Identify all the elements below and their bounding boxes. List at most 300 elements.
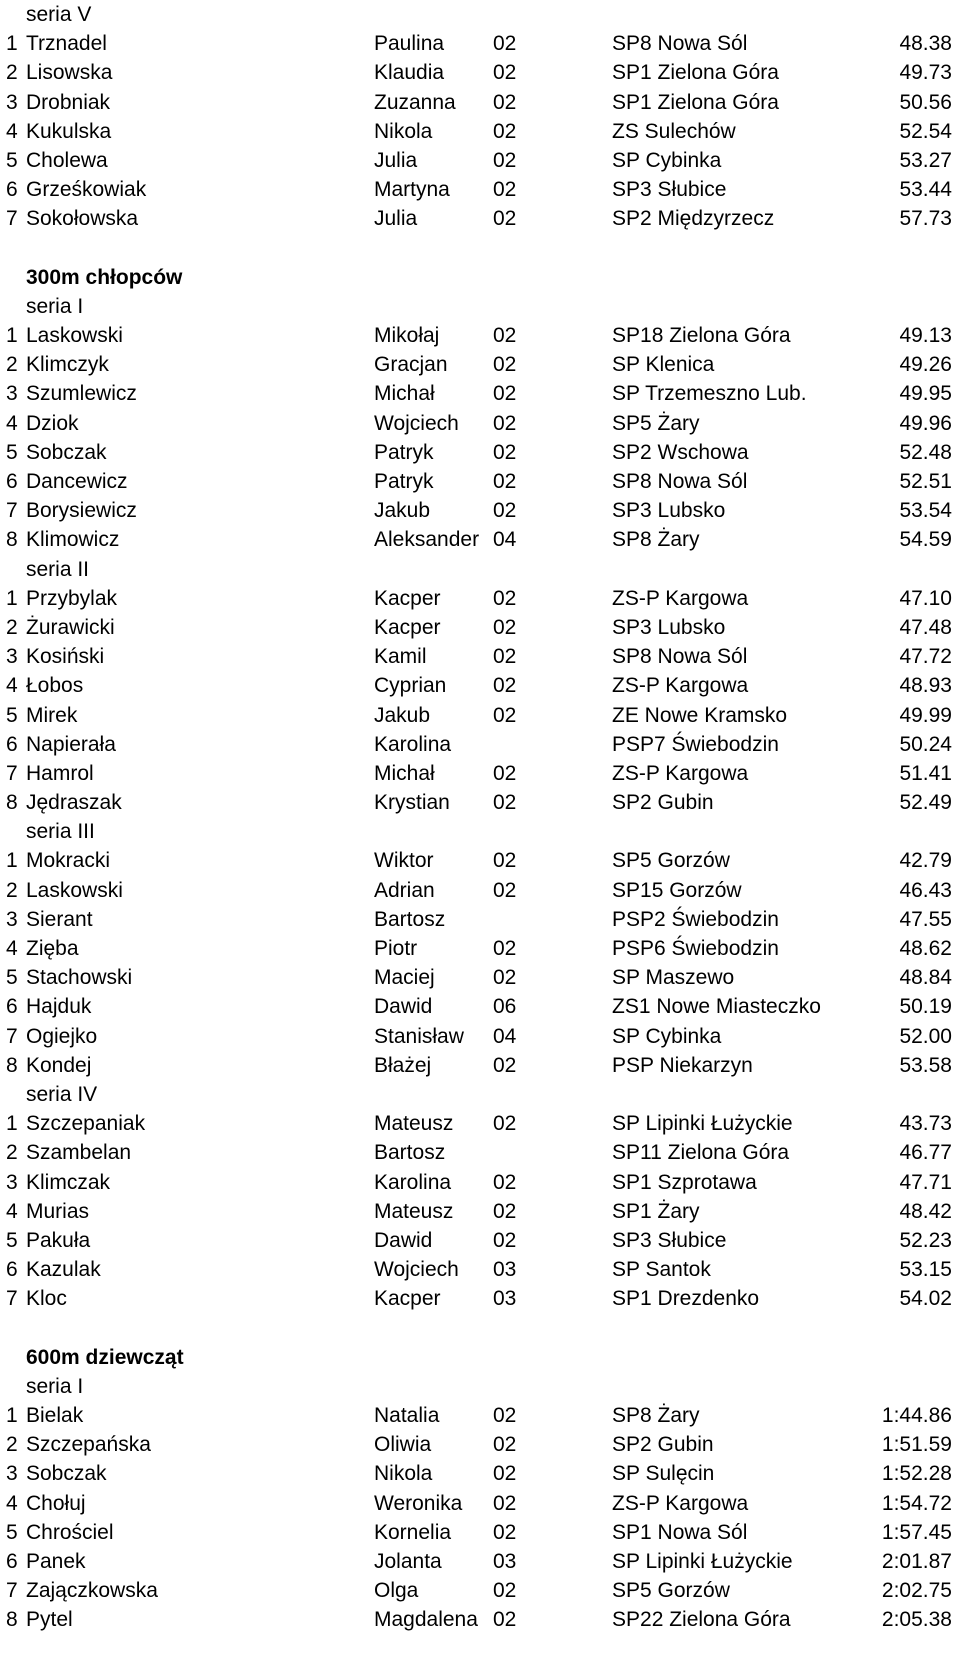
last-name: Sobczak (26, 440, 107, 464)
result-row (0, 905, 960, 934)
last-name: Napierała (26, 732, 116, 756)
section-heading: 300m chłopców (26, 265, 183, 289)
birth-year: 02 (493, 148, 517, 172)
first-name: Julia (374, 207, 418, 231)
school-club: PSP2 Świebodzin (612, 907, 779, 931)
birth-year: 02 (493, 761, 517, 785)
result-time: 47.72 (899, 645, 952, 669)
birth-year: 02 (493, 1491, 517, 1515)
result-time: 52.54 (899, 119, 952, 143)
result-time: 54.02 (899, 1287, 952, 1311)
place-number: 5 (6, 966, 18, 990)
result-time: 1:51.59 (881, 1433, 952, 1457)
first-name: Martyna (374, 178, 450, 202)
result-time: 47.71 (899, 1170, 952, 1194)
birth-year: 02 (493, 1608, 517, 1632)
place-number: 2 (6, 1433, 18, 1457)
first-name: Julia (374, 148, 418, 172)
heat-label: seria III (26, 820, 95, 844)
school-club: SP8 Nowa Sól (612, 32, 748, 56)
place-number: 1 (6, 1404, 18, 1427)
first-name: Piotr (374, 937, 418, 960)
birth-year: 02 (493, 119, 517, 143)
first-name: Jakub (374, 703, 431, 727)
result-time: 2:02.75 (881, 1579, 952, 1603)
result-time: 49.96 (899, 411, 952, 435)
last-name: Cholewa (26, 148, 108, 172)
birth-year: 02 (493, 1579, 517, 1603)
first-name: Nikola (374, 1462, 433, 1486)
birth-year: 02 (493, 937, 517, 960)
first-name: Klaudia (374, 61, 445, 85)
last-name: Dziok (26, 411, 79, 435)
birth-year: 02 (493, 966, 517, 990)
result-time: 57.73 (899, 207, 952, 231)
birth-year: 02 (493, 615, 517, 639)
birth-year: 02 (493, 703, 517, 727)
last-name: Sokołowska (26, 207, 139, 231)
first-name: Kacper (374, 1287, 441, 1311)
result-time: 48.93 (899, 674, 952, 698)
school-club: ZS Sulechów (612, 119, 736, 143)
place-number: 7 (6, 1287, 18, 1311)
result-row (0, 1109, 960, 1138)
first-name: Kornelia (374, 1520, 452, 1544)
birth-year: 02 (493, 411, 517, 435)
result-row (0, 1138, 960, 1167)
birth-year: 02 (493, 324, 517, 348)
result-time: 53.44 (899, 178, 952, 202)
place-number: 4 (6, 1491, 18, 1515)
last-name: Łobos (26, 674, 84, 698)
section-spacer (0, 1313, 960, 1342)
last-name: Kloc (26, 1287, 67, 1311)
result-row (0, 117, 960, 146)
place-number: 6 (6, 1549, 18, 1573)
birth-year: 02 (493, 645, 517, 669)
school-club: SP Sulęcin (612, 1462, 715, 1486)
school-club: PSP6 Świebodzin (612, 937, 779, 960)
last-name: Laskowski (26, 324, 123, 348)
school-club: SP1 Zielona Góra (612, 90, 779, 114)
last-name: Sierant (26, 907, 93, 931)
birth-year: 02 (493, 849, 517, 873)
first-name: Mateusz (374, 1199, 454, 1223)
birth-year: 02 (493, 1053, 517, 1077)
result-row (0, 1168, 960, 1197)
school-club: ZS1 Nowe Miasteczko (612, 995, 821, 1019)
result-row (0, 146, 960, 175)
place-number: 7 (6, 499, 18, 523)
result-row (0, 613, 960, 642)
last-name: Klimowicz (26, 528, 120, 552)
first-name: Nikola (374, 119, 433, 143)
first-name: Adrian (374, 878, 435, 902)
result-row (0, 1022, 960, 1051)
last-name: Hamrol (26, 761, 94, 785)
result-time: 50.56 (899, 90, 952, 114)
birth-year: 02 (493, 353, 517, 377)
result-row (0, 846, 960, 875)
birth-year: 02 (493, 178, 517, 202)
place-number: 3 (6, 1462, 18, 1486)
last-name: Trznadel (26, 32, 107, 56)
last-name: Chołuj (26, 1491, 86, 1515)
first-name: Mikołaj (374, 324, 440, 348)
first-name: Oliwia (374, 1433, 432, 1457)
place-number: 5 (6, 1520, 18, 1544)
birth-year: 03 (493, 1287, 517, 1311)
first-name: Mateusz (374, 1112, 454, 1136)
first-name: Michał (374, 761, 435, 785)
first-name: Maciej (374, 966, 435, 990)
result-row (0, 29, 960, 58)
result-time: 53.27 (899, 148, 952, 172)
result-time: 48.84 (899, 966, 952, 990)
school-club: SP2 Wschowa (612, 440, 749, 464)
result-row (0, 321, 960, 350)
first-name: Kacper (374, 586, 441, 610)
school-club: SP8 Nowa Sól (612, 645, 748, 669)
last-name: Grześkowiak (26, 178, 147, 202)
school-club: ZS-P Kargowa (612, 761, 749, 785)
birth-year: 02 (493, 586, 517, 610)
first-name: Paulina (374, 32, 445, 56)
birth-year: 06 (493, 995, 517, 1019)
first-name: Zuzanna (374, 90, 456, 114)
birth-year: 02 (493, 440, 517, 464)
last-name: Pakuła (26, 1228, 91, 1252)
result-time: 2:05.38 (881, 1608, 952, 1632)
place-number: 5 (6, 1228, 18, 1252)
first-name: Bartosz (374, 907, 446, 931)
first-name: Weronika (374, 1491, 463, 1515)
result-row (0, 175, 960, 204)
result-time: 52.48 (899, 440, 952, 464)
place-number: 7 (6, 1579, 18, 1603)
birth-year: 04 (493, 1024, 517, 1048)
birth-year: 03 (493, 1258, 517, 1282)
last-name: Ogiejko (26, 1024, 98, 1048)
result-time: 50.19 (899, 995, 952, 1019)
school-club: SP8 Żary (612, 1404, 700, 1427)
result-row (0, 467, 960, 496)
place-number: 6 (6, 178, 18, 202)
place-number: 2 (6, 878, 18, 902)
school-club: SP3 Lubsko (612, 499, 726, 523)
result-time: 43.73 (899, 1112, 952, 1136)
place-number: 8 (6, 1053, 18, 1077)
school-club: SP2 Międzyrzecz (612, 207, 775, 231)
section-heading: 600m dziewcząt (26, 1345, 184, 1369)
school-club: SP8 Żary (612, 528, 700, 552)
result-time: 46.77 (899, 1141, 952, 1165)
result-time: 1:44.86 (881, 1404, 952, 1427)
result-time: 54.59 (899, 528, 952, 552)
last-name: Szczepańska (26, 1433, 151, 1457)
birth-year: 02 (493, 878, 517, 902)
result-time: 42.79 (899, 849, 952, 873)
result-row (0, 1197, 960, 1226)
birth-year: 02 (493, 61, 517, 85)
last-name: Lisowska (26, 61, 113, 85)
result-row (0, 496, 960, 525)
place-number: 6 (6, 995, 18, 1019)
first-name: Stanisław (374, 1024, 464, 1048)
result-time: 1:52.28 (881, 1462, 952, 1486)
result-time: 49.95 (899, 382, 952, 406)
result-time: 49.13 (899, 324, 952, 348)
first-name: Wojciech (374, 1258, 459, 1282)
first-name: Dawid (374, 995, 433, 1019)
result-row (0, 1051, 960, 1080)
result-time: 52.23 (899, 1228, 952, 1252)
result-time: 48.38 (899, 32, 952, 56)
heat-label: seria I (26, 294, 84, 318)
last-name: Drobniak (26, 90, 111, 114)
school-club: SP2 Gubin (612, 791, 714, 815)
result-row (0, 379, 960, 408)
place-number: 5 (6, 148, 18, 172)
school-club: SP1 Drezdenko (612, 1287, 760, 1311)
last-name: Sobczak (26, 1462, 107, 1486)
last-name: Klimczyk (26, 353, 109, 377)
result-time: 48.62 (899, 937, 952, 960)
result-row (0, 1430, 960, 1459)
place-number: 3 (6, 1170, 18, 1194)
birth-year: 02 (493, 382, 517, 406)
last-name: Szumlewicz (26, 382, 137, 406)
birth-year: 02 (493, 207, 517, 231)
last-name: Bielak (26, 1404, 84, 1427)
place-number: 5 (6, 440, 18, 464)
last-name: Przybylak (26, 586, 118, 610)
last-name: Dancewicz (26, 470, 128, 493)
result-row (0, 1605, 960, 1634)
place-number: 6 (6, 470, 18, 493)
section-spacer (0, 234, 960, 263)
result-time: 1:57.45 (881, 1520, 952, 1544)
result-row (0, 642, 960, 671)
result-time: 2:01.87 (881, 1549, 952, 1573)
place-number: 2 (6, 353, 18, 377)
birth-year: 02 (493, 1170, 517, 1194)
school-club: ZS-P Kargowa (612, 586, 749, 610)
result-row (0, 788, 960, 817)
result-time: 1:54.72 (881, 1491, 952, 1515)
result-time: 52.51 (899, 470, 952, 493)
school-club: SP1 Nowa Sól (612, 1520, 748, 1544)
last-name: Laskowski (26, 878, 123, 902)
result-time: 46.43 (899, 878, 952, 902)
result-time: 47.55 (899, 907, 952, 931)
result-row (0, 1576, 960, 1605)
last-name: Hajduk (26, 995, 92, 1019)
result-row (0, 350, 960, 379)
place-number: 6 (6, 732, 18, 756)
first-name: Gracjan (374, 353, 448, 377)
school-club: SP8 Nowa Sól (612, 470, 748, 493)
last-name: Żurawicki (26, 615, 115, 639)
place-number: 4 (6, 1199, 18, 1223)
first-name: Michał (374, 382, 435, 406)
result-row (0, 759, 960, 788)
place-number: 2 (6, 615, 18, 639)
birth-year: 02 (493, 1404, 517, 1427)
school-club: SP Lipinki Łużyckie (612, 1549, 793, 1573)
school-club: PSP Niekarzyn (612, 1053, 753, 1077)
place-number: 8 (6, 791, 18, 815)
school-club: SP2 Gubin (612, 1433, 714, 1457)
result-time: 53.54 (899, 499, 952, 523)
place-number: 3 (6, 645, 18, 669)
result-time: 51.41 (899, 761, 952, 785)
birth-year: 02 (493, 791, 517, 815)
last-name: Chrościel (26, 1520, 114, 1544)
result-row (0, 992, 960, 1021)
last-name: Zięba (26, 937, 79, 960)
last-name: Kukulska (26, 119, 112, 143)
place-number: 1 (6, 324, 18, 348)
result-row (0, 525, 960, 554)
school-club: SP Lipinki Łużyckie (612, 1112, 793, 1136)
first-name: Patryk (374, 440, 434, 464)
first-name: Krystian (374, 791, 450, 815)
place-number: 2 (6, 61, 18, 85)
first-name: Jolanta (374, 1549, 442, 1573)
last-name: Mokracki (26, 849, 111, 873)
birth-year: 02 (493, 1112, 517, 1136)
school-club: SP22 Zielona Góra (612, 1608, 791, 1632)
last-name: Borysiewicz (26, 499, 137, 523)
place-number: 3 (6, 90, 18, 114)
school-club: SP1 Żary (612, 1199, 700, 1223)
last-name: Pytel (26, 1608, 73, 1632)
result-time: 47.10 (899, 586, 952, 610)
school-club: SP Cybinka (612, 148, 722, 172)
birth-year: 02 (493, 1228, 517, 1252)
first-name: Patryk (374, 470, 434, 493)
result-row (0, 876, 960, 905)
heat-label: seria IV (26, 1082, 98, 1106)
school-club: SP5 Żary (612, 411, 700, 435)
heat-label: seria I (26, 1374, 84, 1398)
place-number: 3 (6, 907, 18, 931)
place-number: 1 (6, 586, 18, 610)
school-club: SP3 Lubsko (612, 615, 726, 639)
school-club: ZE Nowe Kramsko (612, 703, 788, 727)
last-name: Kosiński (26, 645, 105, 669)
first-name: Dawid (374, 1228, 433, 1252)
school-club: PSP7 Świebodzin (612, 732, 779, 756)
first-name: Jakub (374, 499, 431, 523)
first-name: Magdalena (374, 1608, 478, 1632)
result-time: 53.58 (899, 1053, 952, 1077)
school-club: SP5 Gorzów (612, 1579, 730, 1603)
result-row (0, 1489, 960, 1518)
result-row (0, 88, 960, 117)
result-row (0, 1255, 960, 1284)
last-name: Murias (26, 1199, 90, 1223)
first-name: Olga (374, 1579, 419, 1603)
place-number: 1 (6, 32, 18, 56)
birth-year: 02 (493, 499, 517, 523)
first-name: Kamil (374, 645, 427, 669)
school-club: SP3 Słubice (612, 1228, 727, 1252)
result-row (0, 584, 960, 613)
place-number: 1 (6, 849, 18, 873)
school-club: SP Maszewo (612, 966, 735, 990)
result-row (0, 58, 960, 87)
first-name: Błażej (374, 1053, 432, 1077)
last-name: Szczepaniak (26, 1112, 146, 1136)
result-time: 49.73 (899, 61, 952, 85)
birth-year: 02 (493, 470, 517, 493)
first-name: Cyprian (374, 674, 447, 698)
last-name: Mirek (26, 703, 78, 727)
first-name: Wiktor (374, 849, 434, 873)
heat-label: seria II (26, 557, 90, 581)
first-name: Aleksander (374, 528, 480, 552)
place-number: 2 (6, 1141, 18, 1165)
first-name: Natalia (374, 1404, 440, 1427)
place-number: 6 (6, 1258, 18, 1282)
last-name: Zajączkowska (26, 1579, 158, 1603)
school-club: SP Santok (612, 1258, 711, 1282)
school-club: SP18 Zielona Góra (612, 324, 791, 348)
school-club: SP15 Gorzów (612, 878, 742, 902)
birth-year: 04 (493, 528, 517, 552)
result-row (0, 934, 960, 963)
result-time: 53.15 (899, 1258, 952, 1282)
last-name: Jędraszak (26, 791, 122, 815)
result-row (0, 204, 960, 233)
place-number: 3 (6, 382, 18, 406)
last-name: Klimczak (26, 1170, 111, 1194)
place-number: 7 (6, 1024, 18, 1048)
school-club: SP Trzemeszno Lub. (612, 382, 807, 406)
result-time: 52.49 (899, 791, 952, 815)
last-name: Szambelan (26, 1141, 132, 1165)
result-time: 47.48 (899, 615, 952, 639)
result-row (0, 1547, 960, 1576)
place-number: 5 (6, 703, 18, 727)
place-number: 8 (6, 1608, 18, 1632)
first-name: Wojciech (374, 411, 459, 435)
result-time: 49.26 (899, 353, 952, 377)
school-club: ZS-P Kargowa (612, 1491, 749, 1515)
first-name: Karolina (374, 1170, 452, 1194)
result-row (0, 701, 960, 730)
school-club: SP5 Gorzów (612, 849, 730, 873)
school-club: ZS-P Kargowa (612, 674, 749, 698)
result-time: 52.00 (899, 1024, 952, 1048)
result-time: 49.99 (899, 703, 952, 727)
place-number: 7 (6, 207, 18, 231)
result-row (0, 1226, 960, 1255)
school-club: SP Klenica (612, 353, 715, 377)
birth-year: 02 (493, 1433, 517, 1457)
heat-label: seria V (26, 3, 92, 26)
birth-year: 02 (493, 90, 517, 114)
result-row (0, 438, 960, 467)
last-name: Kazulak (26, 1258, 101, 1282)
school-club: SP1 Szprotawa (612, 1170, 757, 1194)
result-time: 50.24 (899, 732, 952, 756)
birth-year: 02 (493, 1520, 517, 1544)
result-row (0, 671, 960, 700)
school-club: SP11 Zielona Góra (612, 1141, 790, 1165)
